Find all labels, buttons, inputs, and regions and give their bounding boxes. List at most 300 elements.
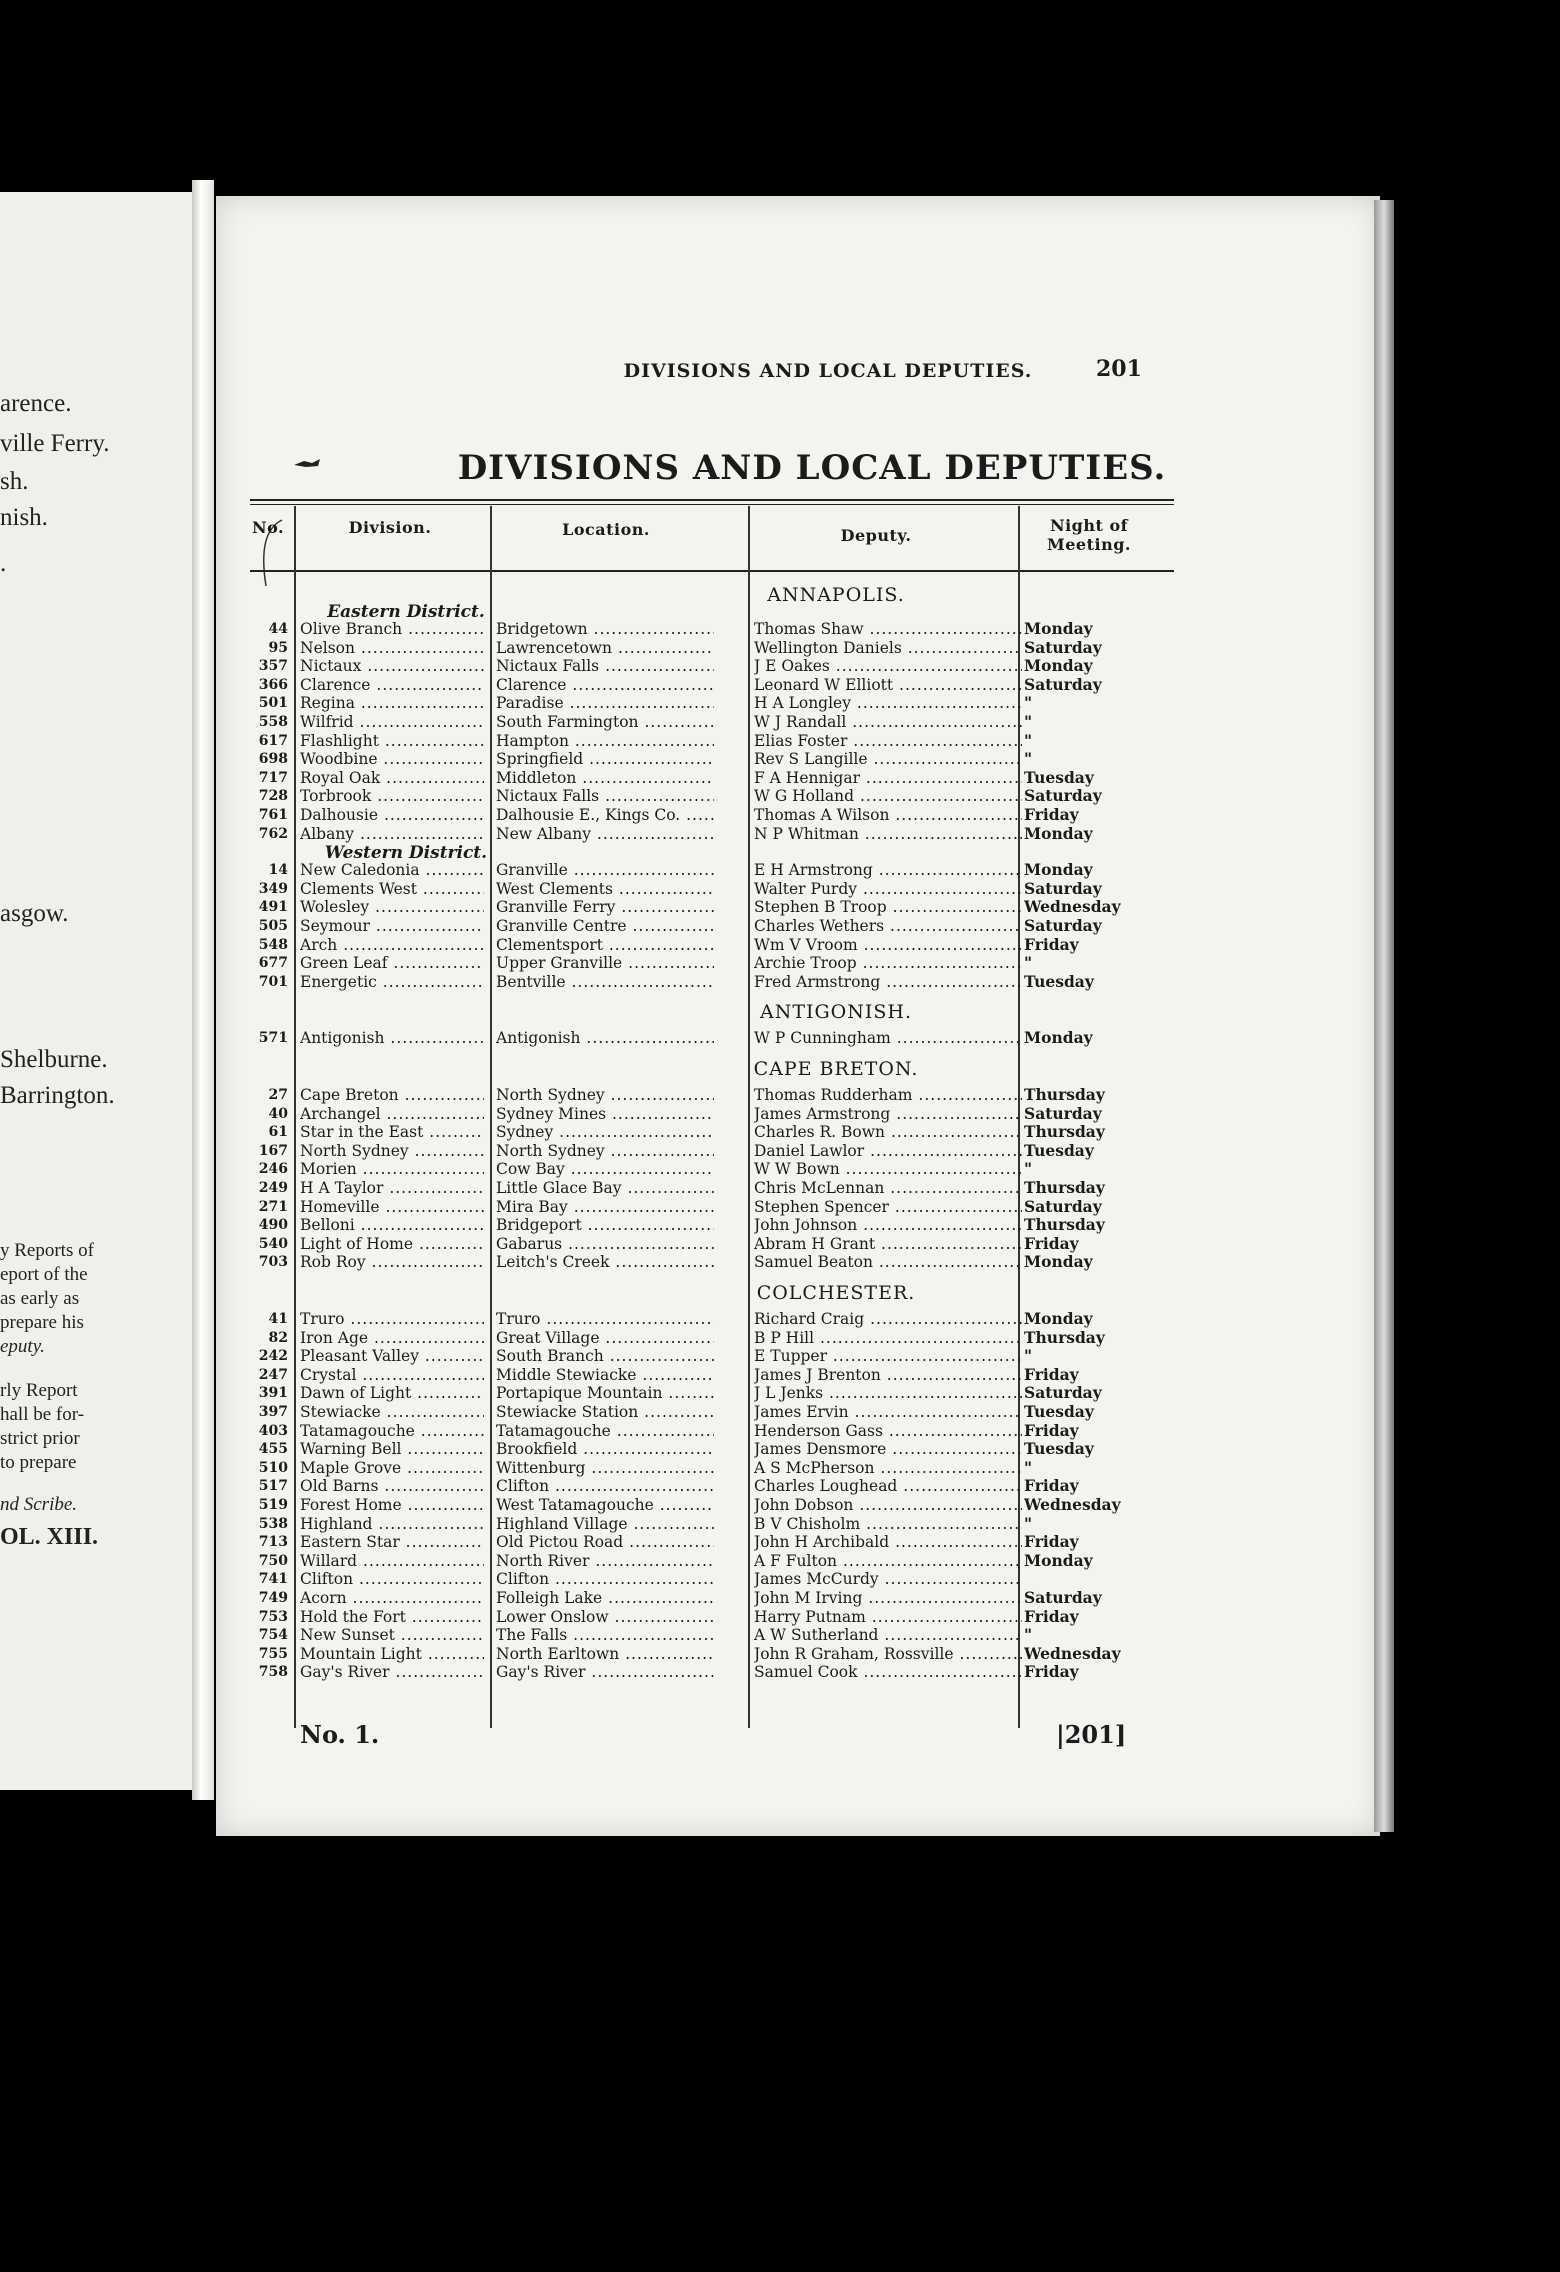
district-heading: Eastern District. bbox=[327, 602, 485, 622]
meeting-night: Saturday bbox=[1024, 917, 1102, 935]
division-number: 247 bbox=[258, 1367, 288, 1383]
left-page-fragment: asgow. bbox=[0, 900, 69, 927]
location-name: Granville ..... bbox=[496, 861, 714, 879]
table-row bbox=[216, 694, 1316, 712]
deputy-name: Abram H Grant ..... bbox=[754, 1235, 1022, 1253]
location-name: Clarence ..... bbox=[496, 676, 714, 694]
division-number: 701 bbox=[258, 974, 288, 990]
col-header-deputy: Deputy. bbox=[840, 526, 912, 545]
deputy-name: Wm V Vroom ..... bbox=[754, 936, 1022, 954]
division-number: 455 bbox=[258, 1441, 288, 1457]
meeting-night: Saturday bbox=[1024, 787, 1102, 805]
division-number: 519 bbox=[258, 1497, 288, 1513]
meeting-night: Friday bbox=[1024, 1235, 1079, 1253]
meeting-night: " bbox=[1024, 694, 1033, 712]
division-name: Willard ..... bbox=[300, 1552, 484, 1570]
col-header-location: Location. bbox=[562, 520, 650, 539]
deputy-name: A F Fulton ..... bbox=[754, 1552, 1022, 1570]
division-number: 501 bbox=[258, 695, 288, 711]
meeting-night: Friday bbox=[1024, 1663, 1079, 1681]
left-page-fragment: eport of the bbox=[0, 1264, 88, 1285]
left-page-fragment: prepare his bbox=[0, 1312, 84, 1333]
page-title: DIVISIONS AND LOCAL DEPUTIES. bbox=[457, 448, 1167, 488]
left-page-fragment: hall be for- bbox=[0, 1404, 85, 1425]
location-name: Bridgetown ..... bbox=[496, 620, 714, 638]
table-row bbox=[216, 1552, 1316, 1570]
meeting-night: Thursday bbox=[1024, 1086, 1105, 1104]
division-name: Star in the East ..... bbox=[300, 1123, 484, 1141]
division-name: Acorn ..... bbox=[300, 1589, 484, 1607]
division-number: 249 bbox=[258, 1180, 288, 1196]
division-name: Cape Breton ..... bbox=[300, 1086, 484, 1104]
table-row bbox=[216, 750, 1316, 768]
division-number: 167 bbox=[258, 1143, 288, 1159]
division-name: Pleasant Valley ..... bbox=[300, 1347, 484, 1365]
table-row bbox=[216, 1384, 1316, 1402]
table-row bbox=[216, 1235, 1316, 1253]
col-header-night bbox=[1024, 516, 1154, 554]
table-row bbox=[216, 1403, 1316, 1421]
table-row bbox=[216, 1198, 1316, 1216]
deputy-name: Daniel Lawlor ..... bbox=[754, 1142, 1022, 1160]
division-number: 357 bbox=[258, 658, 288, 674]
deputy-name: Richard Craig ..... bbox=[754, 1310, 1022, 1328]
location-name: Mira Bay ..... bbox=[496, 1198, 714, 1216]
division-number: 403 bbox=[258, 1423, 288, 1439]
deputy-name: Fred Armstrong ..... bbox=[754, 973, 1022, 991]
location-name: Cow Bay ..... bbox=[496, 1160, 714, 1178]
division-number: 758 bbox=[258, 1664, 288, 1680]
division-number: 558 bbox=[258, 714, 288, 730]
division-name: Highland ..... bbox=[300, 1515, 484, 1533]
table-row bbox=[216, 1422, 1316, 1440]
deputy-name: H A Longley ..... bbox=[754, 694, 1022, 712]
deputy-name: Samuel Beaton ..... bbox=[754, 1253, 1022, 1271]
division-name: Antigonish ..... bbox=[300, 1029, 484, 1047]
division-name: Flashlight ..... bbox=[300, 732, 484, 750]
meeting-night: Tuesday bbox=[1024, 769, 1094, 787]
location-name: Gay's River ..... bbox=[496, 1663, 714, 1681]
division-name: Regina ..... bbox=[300, 694, 484, 712]
deputy-name: Stephen Spencer ..... bbox=[754, 1198, 1022, 1216]
meeting-night: " bbox=[1024, 1160, 1033, 1178]
deputy-name: Harry Putnam ..... bbox=[754, 1608, 1022, 1626]
table-row bbox=[216, 1533, 1316, 1551]
meeting-night: Thursday bbox=[1024, 1179, 1105, 1197]
location-name: North Sydney ..... bbox=[496, 1086, 714, 1104]
meeting-night: " bbox=[1024, 1626, 1033, 1644]
division-number: 698 bbox=[258, 751, 288, 767]
deputy-name: John Dobson ..... bbox=[754, 1496, 1022, 1514]
division-name: Royal Oak ..... bbox=[300, 769, 484, 787]
division-number: 749 bbox=[258, 1590, 288, 1606]
meeting-night: Thursday bbox=[1024, 1329, 1105, 1347]
table-row bbox=[216, 917, 1316, 935]
division-number: 61 bbox=[268, 1124, 288, 1140]
division-name: Torbrook ..... bbox=[300, 787, 484, 805]
division-name: Crystal ..... bbox=[300, 1366, 484, 1384]
page-edge bbox=[1374, 200, 1394, 1832]
division-number: 271 bbox=[258, 1199, 288, 1215]
deputy-name: Charles Wethers ..... bbox=[754, 917, 1022, 935]
division-number: 517 bbox=[258, 1478, 288, 1494]
division-number: 713 bbox=[258, 1534, 288, 1550]
location-name: Folleigh Lake ..... bbox=[496, 1589, 714, 1607]
meeting-night: Thursday bbox=[1024, 1123, 1105, 1141]
table-row bbox=[216, 898, 1316, 916]
deputy-name: John Johnson ..... bbox=[754, 1216, 1022, 1234]
division-name: Wilfrid ..... bbox=[300, 713, 484, 731]
table-row bbox=[216, 806, 1316, 824]
meeting-night: " bbox=[1024, 732, 1033, 750]
meeting-night: Monday bbox=[1024, 861, 1093, 879]
col-header-night-line2: Meeting. bbox=[1047, 535, 1131, 554]
location-name: North River ..... bbox=[496, 1552, 714, 1570]
location-name: Antigonish ..... bbox=[496, 1029, 714, 1047]
division-name: Stewiacke ..... bbox=[300, 1403, 484, 1421]
location-name: Brookfield ..... bbox=[496, 1440, 714, 1458]
division-number: 40 bbox=[268, 1106, 288, 1122]
division-number: 82 bbox=[268, 1330, 288, 1346]
location-name: Gabarus ..... bbox=[496, 1235, 714, 1253]
location-name: Middleton ..... bbox=[496, 769, 714, 787]
location-name: Middle Stewiacke ..... bbox=[496, 1366, 714, 1384]
left-page-fragment: . bbox=[0, 550, 7, 577]
division-name: Seymour ..... bbox=[300, 917, 484, 935]
division-name: H A Taylor ..... bbox=[300, 1179, 484, 1197]
division-number: 391 bbox=[258, 1385, 288, 1401]
location-name: North Earltown ..... bbox=[496, 1645, 714, 1663]
meeting-night: Saturday bbox=[1024, 1589, 1102, 1607]
deputy-name: Elias Foster ..... bbox=[754, 732, 1022, 750]
meeting-night: Saturday bbox=[1024, 1198, 1102, 1216]
location-name: Tatamagouche ..... bbox=[496, 1422, 714, 1440]
division-number: 571 bbox=[258, 1030, 288, 1046]
table-row bbox=[216, 1347, 1316, 1365]
meeting-night: Thursday bbox=[1024, 1216, 1105, 1234]
location-name: North Sydney ..... bbox=[496, 1142, 714, 1160]
table-row bbox=[216, 787, 1316, 805]
division-name: Dalhousie ..... bbox=[300, 806, 484, 824]
division-name: Maple Grove ..... bbox=[300, 1459, 484, 1477]
table-row bbox=[216, 620, 1316, 638]
county-heading: CAPE BRETON. bbox=[753, 1058, 919, 1080]
location-name: Wittenburg ..... bbox=[496, 1459, 714, 1477]
deputy-name: Thomas Rudderham ..... bbox=[754, 1086, 1022, 1104]
header-rule bbox=[250, 570, 1174, 572]
table-row bbox=[216, 1626, 1316, 1644]
left-page-fragment: nish. bbox=[0, 504, 48, 531]
division-number: 246 bbox=[258, 1161, 288, 1177]
meeting-night: Saturday bbox=[1024, 1384, 1102, 1402]
division-number: 538 bbox=[258, 1516, 288, 1532]
division-number: 617 bbox=[258, 733, 288, 749]
division-number: 397 bbox=[258, 1404, 288, 1420]
division-number: 366 bbox=[258, 677, 288, 693]
division-name: Belloni ..... bbox=[300, 1216, 484, 1234]
meeting-night: " bbox=[1024, 1459, 1033, 1477]
division-name: Gay's River ..... bbox=[300, 1663, 484, 1681]
deputy-name: J E Oakes ..... bbox=[754, 657, 1022, 675]
left-page-fragment: OL. XIII. bbox=[0, 1524, 99, 1550]
meeting-night: Tuesday bbox=[1024, 1403, 1094, 1421]
division-number: 750 bbox=[258, 1553, 288, 1569]
division-name: New Sunset ..... bbox=[300, 1626, 484, 1644]
table-row bbox=[216, 1663, 1316, 1681]
deputy-name: Charles R. Bown ..... bbox=[754, 1123, 1022, 1141]
table-row bbox=[216, 732, 1316, 750]
division-number: 717 bbox=[258, 770, 288, 786]
meeting-night: " bbox=[1024, 1347, 1033, 1365]
meeting-night: " bbox=[1024, 1515, 1033, 1533]
division-name: Rob Roy ..... bbox=[300, 1253, 484, 1271]
table-row bbox=[216, 1216, 1316, 1234]
table-row bbox=[216, 1086, 1316, 1104]
division-number: 95 bbox=[268, 640, 288, 656]
table-row bbox=[216, 1123, 1316, 1141]
division-number: 761 bbox=[258, 807, 288, 823]
left-page-fragment: nd Scribe. bbox=[0, 1494, 78, 1515]
left-page-fragment: rly Report bbox=[0, 1380, 78, 1401]
meeting-night: Monday bbox=[1024, 1552, 1093, 1570]
meeting-night: Wednesday bbox=[1024, 898, 1121, 916]
deputy-name: Charles Loughead ..... bbox=[754, 1477, 1022, 1495]
location-name: Granville Ferry ..... bbox=[496, 898, 714, 916]
issue-number: No. 1. bbox=[300, 1720, 380, 1749]
meeting-night: Monday bbox=[1024, 1253, 1093, 1271]
meeting-night: Friday bbox=[1024, 1366, 1079, 1384]
division-name: Arch ..... bbox=[300, 936, 484, 954]
location-name: Lower Onslow ..... bbox=[496, 1608, 714, 1626]
division-name: Olive Branch ..... bbox=[300, 620, 484, 638]
deputy-name: James Armstrong ..... bbox=[754, 1105, 1022, 1123]
left-page-fragment: eputy. bbox=[0, 1336, 45, 1357]
table-row bbox=[216, 954, 1316, 972]
table-row bbox=[216, 1496, 1316, 1514]
division-name: Hold the Fort ..... bbox=[300, 1608, 484, 1626]
division-number: 728 bbox=[258, 788, 288, 804]
deputy-name: John H Archibald ..... bbox=[754, 1533, 1022, 1551]
location-name: Upper Granville ..... bbox=[496, 954, 714, 972]
district-heading: Western District. bbox=[324, 843, 488, 864]
table-row bbox=[216, 936, 1316, 954]
meeting-night: " bbox=[1024, 954, 1033, 972]
meeting-night: Friday bbox=[1024, 1608, 1079, 1626]
division-name: Wolesley ..... bbox=[300, 898, 484, 916]
location-name: South Branch ..... bbox=[496, 1347, 714, 1365]
division-name: Warning Bell ..... bbox=[300, 1440, 484, 1458]
deputy-name: W W Bown ..... bbox=[754, 1160, 1022, 1178]
footer-page-number: |201] bbox=[1056, 1720, 1127, 1749]
table-row bbox=[216, 676, 1316, 694]
meeting-night: " bbox=[1024, 750, 1033, 768]
table-row bbox=[216, 1645, 1316, 1663]
deputy-name: E Tupper ..... bbox=[754, 1347, 1022, 1365]
county-heading: COLCHESTER. bbox=[756, 1282, 916, 1304]
table-row bbox=[216, 880, 1316, 898]
table-row bbox=[216, 713, 1316, 731]
deputy-name: Henderson Gass ..... bbox=[754, 1422, 1022, 1440]
table-row bbox=[216, 1142, 1316, 1160]
division-name: Nictaux ..... bbox=[300, 657, 484, 675]
table-row bbox=[216, 1329, 1316, 1347]
location-name: Little Glace Bay ..... bbox=[496, 1179, 714, 1197]
division-name: Iron Age ..... bbox=[300, 1329, 484, 1347]
meeting-night: Friday bbox=[1024, 1422, 1079, 1440]
table-row bbox=[216, 861, 1316, 879]
meeting-night: Tuesday bbox=[1024, 1142, 1094, 1160]
location-name: West Tatamagouche ..... bbox=[496, 1496, 714, 1514]
meeting-night: Monday bbox=[1024, 1029, 1093, 1047]
division-number: 242 bbox=[258, 1348, 288, 1364]
location-name: Truro ..... bbox=[496, 1310, 714, 1328]
deputy-name: A W Sutherland ..... bbox=[754, 1626, 1022, 1644]
table-row bbox=[216, 1105, 1316, 1123]
col-header-division: Division. bbox=[348, 518, 432, 537]
deputy-name: Leonard W Elliott ..... bbox=[754, 676, 1022, 694]
table-row bbox=[216, 1589, 1316, 1607]
left-page-fragment: as early as bbox=[0, 1288, 80, 1309]
division-name: Forest Home ..... bbox=[300, 1496, 484, 1514]
book-gutter bbox=[192, 180, 214, 1800]
location-name: Hampton ..... bbox=[496, 732, 714, 750]
division-name: Clifton ..... bbox=[300, 1570, 484, 1588]
division-name: Homeville ..... bbox=[300, 1198, 484, 1216]
deputy-name: W P Cunningham ..... bbox=[754, 1029, 1022, 1047]
table-row bbox=[216, 639, 1316, 657]
deputy-name: N P Whitman ..... bbox=[754, 825, 1022, 843]
division-number: 677 bbox=[258, 955, 288, 971]
division-name: Clarence ..... bbox=[300, 676, 484, 694]
deputy-name: James Densmore ..... bbox=[754, 1440, 1022, 1458]
division-name: Mountain Light ..... bbox=[300, 1645, 484, 1663]
location-name: New Albany ..... bbox=[496, 825, 714, 843]
deputy-name: John R Graham, Rossville ..... bbox=[754, 1645, 1022, 1663]
running-head: DIVISIONS AND LOCAL DEPUTIES. bbox=[623, 360, 1033, 382]
location-name: Nictaux Falls ..... bbox=[496, 657, 714, 675]
table-row bbox=[216, 1570, 1316, 1588]
division-name: Morien ..... bbox=[300, 1160, 484, 1178]
location-name: Bridgeport ..... bbox=[496, 1216, 714, 1234]
deputy-name: Walter Purdy ..... bbox=[754, 880, 1022, 898]
division-number: 27 bbox=[268, 1087, 288, 1103]
division-number: 540 bbox=[258, 1236, 288, 1252]
left-page-fragment: y Reports of bbox=[0, 1240, 94, 1261]
division-name: Archangel ..... bbox=[300, 1105, 484, 1123]
deputy-name: Thomas A Wilson ..... bbox=[754, 806, 1022, 824]
deputy-name: Chris McLennan ..... bbox=[754, 1179, 1022, 1197]
meeting-night: Tuesday bbox=[1024, 973, 1094, 991]
meeting-night: Monday bbox=[1024, 620, 1093, 638]
meeting-night: Monday bbox=[1024, 1310, 1093, 1328]
division-name: Albany ..... bbox=[300, 825, 484, 843]
meeting-night: Friday bbox=[1024, 806, 1079, 824]
county-heading: ANNAPOLIS. bbox=[767, 584, 905, 606]
meeting-night: " bbox=[1024, 713, 1033, 731]
division-name: Truro ..... bbox=[300, 1310, 484, 1328]
meeting-night: Saturday bbox=[1024, 880, 1102, 898]
deputy-name: James McCurdy ..... bbox=[754, 1570, 1022, 1588]
division-name: Nelson ..... bbox=[300, 639, 484, 657]
table-row bbox=[216, 1310, 1316, 1328]
location-name: Springfield ..... bbox=[496, 750, 714, 768]
division-number: 14 bbox=[268, 862, 288, 878]
deputy-name: B P Hill ..... bbox=[754, 1329, 1022, 1347]
location-name: Sydney ..... bbox=[496, 1123, 714, 1141]
left-page-fragment: arence. bbox=[0, 390, 72, 417]
left-page-fragment: strict prior bbox=[0, 1428, 80, 1449]
location-name: Old Pictou Road ..... bbox=[496, 1533, 714, 1551]
col-header-no: No. bbox=[251, 518, 285, 537]
meeting-night: Tuesday bbox=[1024, 1440, 1094, 1458]
location-name: South Farmington ..... bbox=[496, 713, 714, 731]
division-name: Eastern Star ..... bbox=[300, 1533, 484, 1551]
division-name: Woodbine ..... bbox=[300, 750, 484, 768]
table-row bbox=[216, 1515, 1316, 1533]
location-name: Clifton ..... bbox=[496, 1570, 714, 1588]
left-page-fragment: Shelburne. bbox=[0, 1046, 108, 1073]
table-row bbox=[216, 769, 1316, 787]
table-row bbox=[216, 973, 1316, 991]
table-row bbox=[216, 825, 1316, 843]
location-name: West Clements ..... bbox=[496, 880, 714, 898]
meeting-night: Wednesday bbox=[1024, 1645, 1121, 1663]
meeting-night: Monday bbox=[1024, 657, 1093, 675]
division-number: 349 bbox=[258, 881, 288, 897]
meeting-night: Monday bbox=[1024, 825, 1093, 843]
col-header-night-line1: Night of bbox=[1049, 516, 1129, 535]
deputy-name: A S McPherson ..... bbox=[754, 1459, 1022, 1477]
division-name: Dawn of Light ..... bbox=[300, 1384, 484, 1402]
deputy-name: J L Jenks ..... bbox=[754, 1384, 1022, 1402]
location-name: Granville Centre ..... bbox=[496, 917, 714, 935]
division-number: 703 bbox=[258, 1254, 288, 1270]
deputy-name: Wellington Daniels ..... bbox=[754, 639, 1022, 657]
deputy-name: E H Armstrong ..... bbox=[754, 861, 1022, 879]
title-rule-thin bbox=[250, 504, 1174, 505]
main-page bbox=[216, 196, 1380, 1836]
division-name: Tatamagouche ..... bbox=[300, 1422, 484, 1440]
division-number: 44 bbox=[268, 621, 288, 637]
location-name: Sydney Mines ..... bbox=[496, 1105, 714, 1123]
left-page-fragment: ville Ferry. bbox=[0, 430, 110, 457]
deputy-name: W G Holland ..... bbox=[754, 787, 1022, 805]
location-name: Paradise ..... bbox=[496, 694, 714, 712]
table-row bbox=[216, 1459, 1316, 1477]
previous-page bbox=[0, 192, 198, 1790]
location-name: Lawrencetown ..... bbox=[496, 639, 714, 657]
division-name: Old Barns ..... bbox=[300, 1477, 484, 1495]
deputy-name: Samuel Cook ..... bbox=[754, 1663, 1022, 1681]
division-name: Green Leaf ..... bbox=[300, 954, 484, 972]
location-name: Bentville ..... bbox=[496, 973, 714, 991]
deputy-name: Rev S Langille ..... bbox=[754, 750, 1022, 768]
division-number: 490 bbox=[258, 1217, 288, 1233]
division-name: New Caledonia ..... bbox=[300, 861, 484, 879]
location-name: Portapique Mountain ..... bbox=[496, 1384, 714, 1402]
meeting-night: Wednesday bbox=[1024, 1496, 1121, 1514]
division-number: 510 bbox=[258, 1460, 288, 1476]
division-number: 491 bbox=[258, 899, 288, 915]
location-name: Great Village ..... bbox=[496, 1329, 714, 1347]
location-name: Clifton ..... bbox=[496, 1477, 714, 1495]
division-number: 41 bbox=[268, 1311, 288, 1327]
deputy-name: Thomas Shaw ..... bbox=[754, 620, 1022, 638]
deputy-name: James J Brenton ..... bbox=[754, 1366, 1022, 1384]
table-row bbox=[216, 1179, 1316, 1197]
division-name: Energetic ..... bbox=[300, 973, 484, 991]
location-name: Dalhousie E., Kings Co. ..... bbox=[496, 806, 714, 824]
